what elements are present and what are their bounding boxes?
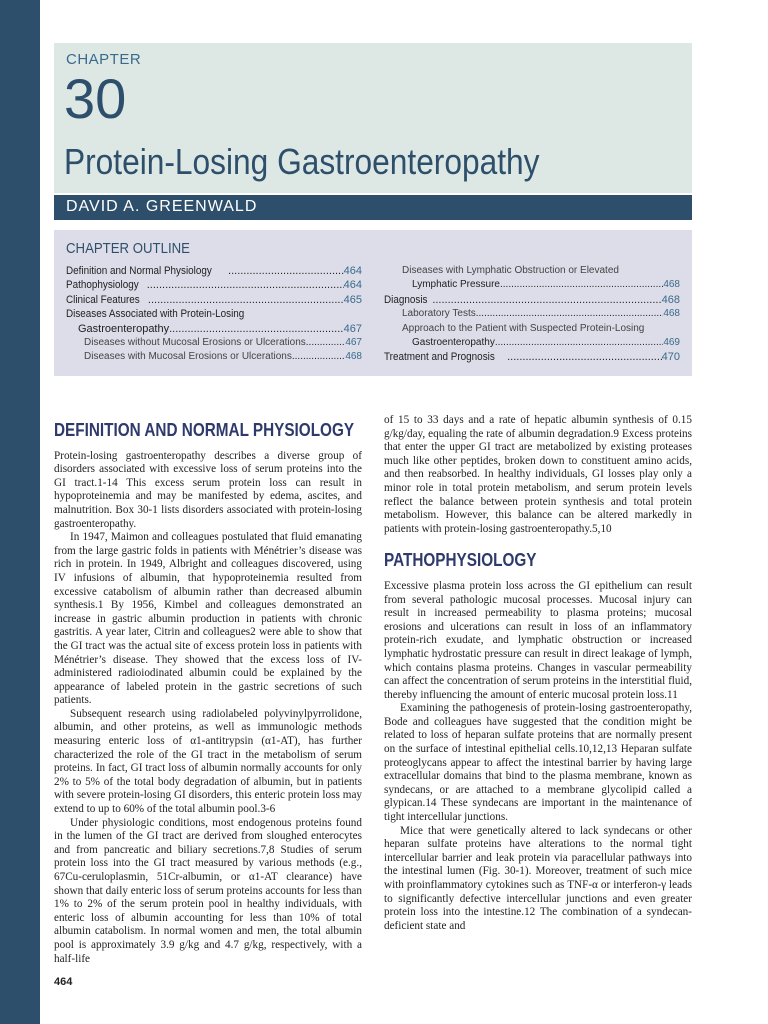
left-sidebar-bar: [0, 0, 40, 1024]
outline-entry-label: Definition and Normal Physiology: [66, 265, 212, 277]
outline-entry-label: Diseases with Mucosal Erosions or Ulcerations: [84, 351, 292, 363]
outline-entry-label: Lymphatic Pressure: [412, 279, 500, 291]
outline-right-column: [384, 264, 680, 365]
outline-entry[interactable]: [66, 350, 362, 364]
outline-entry-page[interactable]: 468: [663, 279, 680, 291]
outline-leader-dots: [228, 264, 344, 278]
section-heading-pathophysiology: PATHOPHYSIOLOGY: [384, 550, 537, 571]
outline-entry-label: Approach to the Patient with Suspected Protein-Losing: [402, 322, 645, 334]
chapter-outline: [54, 230, 692, 376]
outline-entry[interactable]: [66, 264, 362, 278]
outline-entry-page[interactable]: 470: [661, 351, 680, 364]
outline-entry[interactable]: [66, 322, 362, 336]
outline-entry-label: Diseases Associated with Protein-Losing: [66, 308, 245, 321]
text-column-left: [54, 420, 362, 966]
text-column-right: [384, 414, 692, 933]
outline-entry-label: Pathophysiology: [66, 279, 139, 292]
outline-entry[interactable]: [66, 278, 362, 292]
outline-leader-dots: [306, 336, 346, 350]
outline-left-column: [66, 264, 362, 365]
outline-entry[interactable]: [384, 322, 680, 336]
outline-leader-dots: [507, 350, 662, 364]
outline-entry[interactable]: [384, 336, 680, 350]
outline-entry-page[interactable]: 468: [345, 351, 362, 363]
outline-entry-label: Diseases without Mucosal Erosions or Ulcerations: [84, 336, 306, 348]
outline-leader-dots: [292, 350, 345, 364]
outline-entry[interactable]: [384, 293, 680, 307]
chapter-header: [54, 43, 692, 193]
paragraph: Under physiologic conditions, most endogenous proteins found in the lumen of the GI tract are derived from sloughed enterocytes and from pancreatic and biliary secretions.7,8 Studies of serum protein loss into the GI tract measured by various methods (e.g., 67Cu-ceruloplasmin, 51Cr-albumin, or α1-AT clearance) have shown that daily enteric loss of serum proteins accounts for less than 1% to 2% of the serum protein pool in healthy individuals, with enteric loss of albumin accounting for less than 10% of total albumin catabolism. In normal women and men, the total albumin pool is approximately 3.9 g/kg and 4.7 g/kg, respectively, with a half-life: [54, 816, 362, 965]
outline-leader-dots: [432, 293, 661, 307]
outline-entry[interactable]: [384, 307, 680, 321]
outline-entry-page[interactable]: 469: [663, 336, 680, 348]
outline-entry-label: Diagnosis: [384, 293, 428, 306]
outline-leader-dots: [147, 278, 344, 292]
outline-entry-page[interactable]: 467: [343, 322, 362, 335]
outline-leader-dots: [169, 322, 344, 336]
outline-entry-page[interactable]: 467: [345, 336, 362, 348]
outline-leader-dots: [476, 307, 664, 321]
paragraph: Subsequent research using radiolabeled polyvinylpyrrolidone, albumin, and other proteins, as well as immunologic methods measuring enteric loss of α1-antitrypsin (α1-AT), has further characterized the role of the GI tract in the metabolism of serum proteins. In fact, GI tract loss of albumin normally accounts for only 2% to 5% of the total body degradation of albumin, but in patients with severe protein-losing GI disorders, this enteric protein loss may extend to up to 60% of the total albumin pool.3-6: [54, 707, 362, 816]
outline-entry-page[interactable]: 464: [343, 265, 362, 277]
outline-entry-label: Gastroenteropathy: [78, 322, 170, 335]
outline-leader-dots: [500, 278, 663, 292]
page-number: 464: [54, 976, 73, 988]
outline-entry-page[interactable]: 468: [663, 308, 680, 320]
outline-leader-dots: [495, 336, 663, 350]
outline-leader-dots: [148, 293, 344, 307]
section-heading-definition: DEFINITION AND NORMAL PHYSIOLOGY: [54, 420, 355, 440]
author-bar: [54, 195, 692, 220]
outline-entry-label: Treatment and Prognosis: [384, 351, 495, 364]
outline-entry[interactable]: [384, 350, 680, 364]
paragraph: In 1947, Maimon and colleagues postulated that fluid emanating from the large gastric folds in patients with Ménétrier’s disease was rich in protein. In 1949, Albright and colleagues discovered, using IV infusions of albumin, that hypoproteinemia resulted from excessive catabolism of albumin rather than decreased albumin synthesis.1 By 1956, Kimbel and colleagues demonstrated an increase in gastric albumin production in patients with chronic gastritis. A year later, Citrin and colleagues2 were able to show that the GI tract was the actual site of excess protein loss in patients with Ménétrier’s disease. They showed that the excess loss of IV-administered radioiodinated albumin could be explained by the appearance of labeled protein in the gastric secretions of such patients.: [54, 531, 362, 707]
chapter-title: Protein-Losing Gastroenteropathy: [64, 141, 540, 182]
outline-entry[interactable]: [384, 278, 680, 292]
outline-entry-label: Clinical Features: [66, 293, 140, 306]
outline-entry-page[interactable]: 464: [343, 279, 362, 292]
paragraph: Examining the pathogenesis of protein-losing gastroenteropathy, Bode and colleagues have suggested that the condition might be related to loss of heparan sulfate proteins that are normally present on the surface of intestinal epithelial cells.10,12,13 Heparan sulfate proteoglycans appear to affect the intestinal barrier by having large extracellular domains that bind to the plasma membrane, known as syndecans, or are attached to a membrane glycolipid called a glypican.14 These syndecans are important in the maintenance of tight intercellular junctions.: [384, 702, 692, 824]
outline-entry[interactable]: [66, 293, 362, 307]
chapter-label: CHAPTER: [66, 51, 142, 68]
paragraph: Excessive plasma protein loss across the GI epithelium can result from several pathologic mucosal processes. Mucosal injury can result in increased permeability to plasma proteins; mucosal erosions and ulcerations can result in loss of an inflammatory protein-rich exudate, and lymphatic obstruction or increased lymphatic hydrostatic pressure can result in direct leakage of lymph, which contains plasma proteins. Changes in vascular permeability can affect the concentration of serum proteins in the interstitial fluid, thereby influencing the amount of enteric mucosal protein loss.11: [384, 579, 692, 701]
outline-entry-label: Gastroenteropathy: [412, 336, 495, 348]
outline-entry-label: Laboratory Tests: [402, 308, 476, 320]
paragraph: Mice that were genetically altered to lack syndecans or other heparan sulfate proteins have alterations to the normal tight intercellular barrier and leak protein via paracellular pathways into the intestinal lumen (Fig. 30-1). Moreover, treatment of such mice with proinflammatory cytokines such as TNF-α or interferon-γ leads to significantly defective intercellular junctions and even greater protein loss into the intestine.12 The combination of a syndecan-deficient state and: [384, 824, 692, 932]
chapter-number: 30: [64, 67, 127, 130]
paragraph: Protein-losing gastroenteropathy describes a diverse group of disorders associated with excessive loss of serum proteins into the GI tract.1-14 This excess serum protein loss can result in hypoproteinemia and may be manifested by edema, ascites, and malnutrition. Box 30-1 lists disorders associated with protein-losing gastroenteropathy.: [54, 449, 362, 530]
outline-entry[interactable]: [384, 264, 680, 278]
outline-entry-page[interactable]: 465: [343, 293, 362, 306]
paragraph: of 15 to 33 days and a rate of hepatic albumin synthesis of 0.15 g/kg/day, equaling the rate of albumin degradation.9 Excess proteins that enter the upper GI tract are metabolized by existing proteases much like other peptides, broken down to constituent amino acids, and then reabsorbed. In healthy individuals, GI losses play only a minor role in total protein metabolism, and serum protein levels reflect the balance between protein synthesis and total protein metabolism. However, this balance can be altered markedly in patients with protein-losing gastroenteropathy.5,10: [384, 414, 692, 535]
outline-entry-page[interactable]: 468: [661, 293, 680, 306]
outline-entry[interactable]: [66, 307, 362, 321]
outline-title: CHAPTER OUTLINE: [66, 240, 190, 257]
outline-entry[interactable]: [66, 336, 362, 350]
author-name: DAVID A. GREENWALD: [66, 198, 258, 215]
outline-entry-label: Diseases with Lymphatic Obstruction or Elevated: [402, 265, 619, 276]
